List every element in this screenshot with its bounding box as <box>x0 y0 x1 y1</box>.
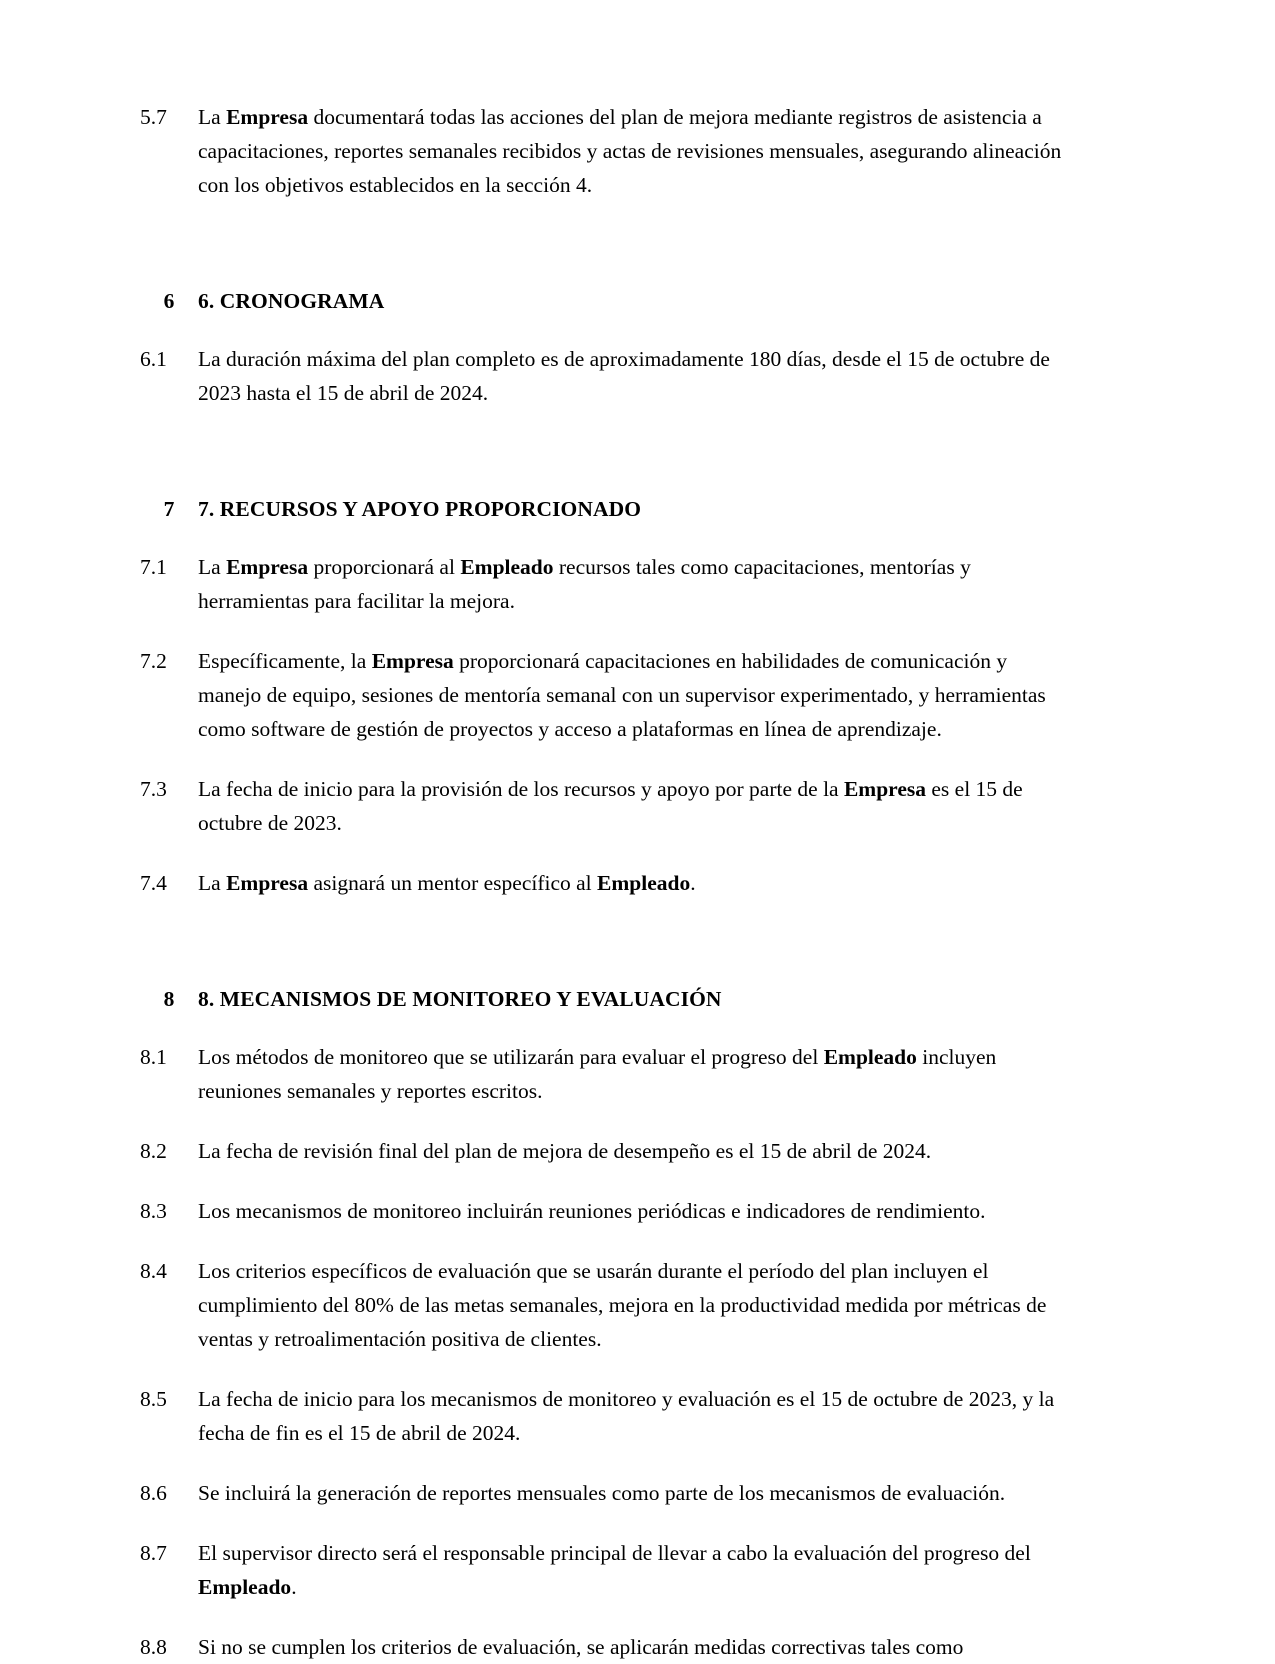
clause-text: La Empresa documentará todas las acciones del plan de mejora mediante registros de asistencia a capacitaciones, reportes semanales recibidos y actas de revisiones mensuales, asegurando alineación con los objetivos establecidos en la sección 4. <box>198 105 1062 197</box>
clause-7-3 <box>140 772 1070 840</box>
clause-6-1 <box>140 342 1070 410</box>
clause-number: 8.8 <box>140 1635 167 1659</box>
clause-text: Si no se cumplen los criterios de evaluación, se aplicarán medidas correctivas tales como <box>198 1635 964 1659</box>
clause-number: 8.3 <box>140 1199 167 1223</box>
clause-8-1 <box>140 1040 1070 1108</box>
clause-8-8 <box>140 1630 1070 1664</box>
clause-text: Los criterios específicos de evaluación que se usarán durante el período del plan incluyen el cumplimiento del 80% de las metas semanales, mejora en la productividad medida por métricas de ventas y retroalimentación positiva de clientes. <box>198 1259 1047 1351</box>
document-body <box>140 100 1070 1664</box>
clause-7-1 <box>140 550 1070 618</box>
clause-8-5 <box>140 1382 1070 1450</box>
clause-number: 7.4 <box>140 871 167 895</box>
clause-text: La Empresa asignará un mentor específico al Empleado. <box>198 871 696 895</box>
clause-text: La fecha de inicio para los mecanismos de monitoreo y evaluación es el 15 de octubre de 2023, y la fecha de fin es el 15 de abril de 2024. <box>198 1387 1055 1445</box>
clause-text: La Empresa proporcionará al Empleado recursos tales como capacitaciones, mentorías y herramientas para facilitar la mejora. <box>198 555 971 613</box>
clause-text: Los métodos de monitoreo que se utilizarán para evaluar el progreso del Empleado incluyen reuniones semanales y reportes escritos. <box>198 1045 997 1103</box>
section-heading-8 <box>140 982 1070 1016</box>
section-spacer <box>140 228 1070 284</box>
clause-8-4 <box>140 1254 1070 1356</box>
clause-text: Se incluirá la generación de reportes mensuales como parte de los mecanismos de evaluación. <box>198 1481 1006 1505</box>
clause-number: 7.3 <box>140 777 167 801</box>
section-title: 6. CRONOGRAMA <box>198 289 385 313</box>
clause-text: La fecha de inicio para la provisión de los recursos y apoyo por parte de la Empresa es el 15 de octubre de 2023. <box>198 777 1023 835</box>
clause-number: 7.1 <box>140 555 167 579</box>
clause-number: 6.1 <box>140 347 167 371</box>
clause-8-6 <box>140 1476 1070 1510</box>
clause-number: 8.7 <box>140 1541 167 1565</box>
section-heading-7 <box>140 492 1070 526</box>
section-number: 8 <box>163 987 175 1011</box>
clause-5-7 <box>140 100 1070 202</box>
clause-number: 8.2 <box>140 1139 167 1163</box>
clause-number: 8.1 <box>140 1045 167 1069</box>
clause-text: El supervisor directo será el responsable principal de llevar a cabo la evaluación del progreso del Empleado. <box>198 1541 1031 1599</box>
clause-number: 5.7 <box>140 105 167 129</box>
section-title: 7. RECURSOS Y APOYO PROPORCIONADO <box>198 497 642 521</box>
section-title: 8. MECANISMOS DE MONITOREO Y EVALUACIÓN <box>198 987 722 1011</box>
clause-7-2 <box>140 644 1070 746</box>
section-number: 7 <box>163 497 175 521</box>
clause-text: Los mecanismos de monitoreo incluirán reuniones periódicas e indicadores de rendimiento. <box>198 1199 986 1223</box>
clause-text: La duración máxima del plan completo es de aproximadamente 180 días, desde el 15 de octubre de 2023 hasta el 15 de abril de 2024. <box>198 347 1050 405</box>
clause-number: 8.5 <box>140 1387 167 1411</box>
section-spacer <box>140 436 1070 492</box>
clause-8-2 <box>140 1134 1070 1168</box>
clause-text: Específicamente, la Empresa proporcionará capacitaciones en habilidades de comunicación y manejo de equipo, sesiones de mentoría semanal con un supervisor experimentado, y herramientas como software de gestión de proyectos y acceso a plataformas en línea de aprendizaje. <box>198 649 1046 741</box>
clause-text: La fecha de revisión final del plan de mejora de desempeño es el 15 de abril de 2024. <box>198 1139 932 1163</box>
clause-7-4 <box>140 866 1070 900</box>
clause-number: 8.4 <box>140 1259 167 1283</box>
clause-number: 8.6 <box>140 1481 167 1505</box>
clause-number: 7.2 <box>140 649 167 673</box>
clause-8-3 <box>140 1194 1070 1228</box>
clause-8-7 <box>140 1536 1070 1604</box>
section-spacer <box>140 926 1070 982</box>
section-heading-6 <box>140 284 1070 318</box>
section-number: 6 <box>163 289 175 313</box>
